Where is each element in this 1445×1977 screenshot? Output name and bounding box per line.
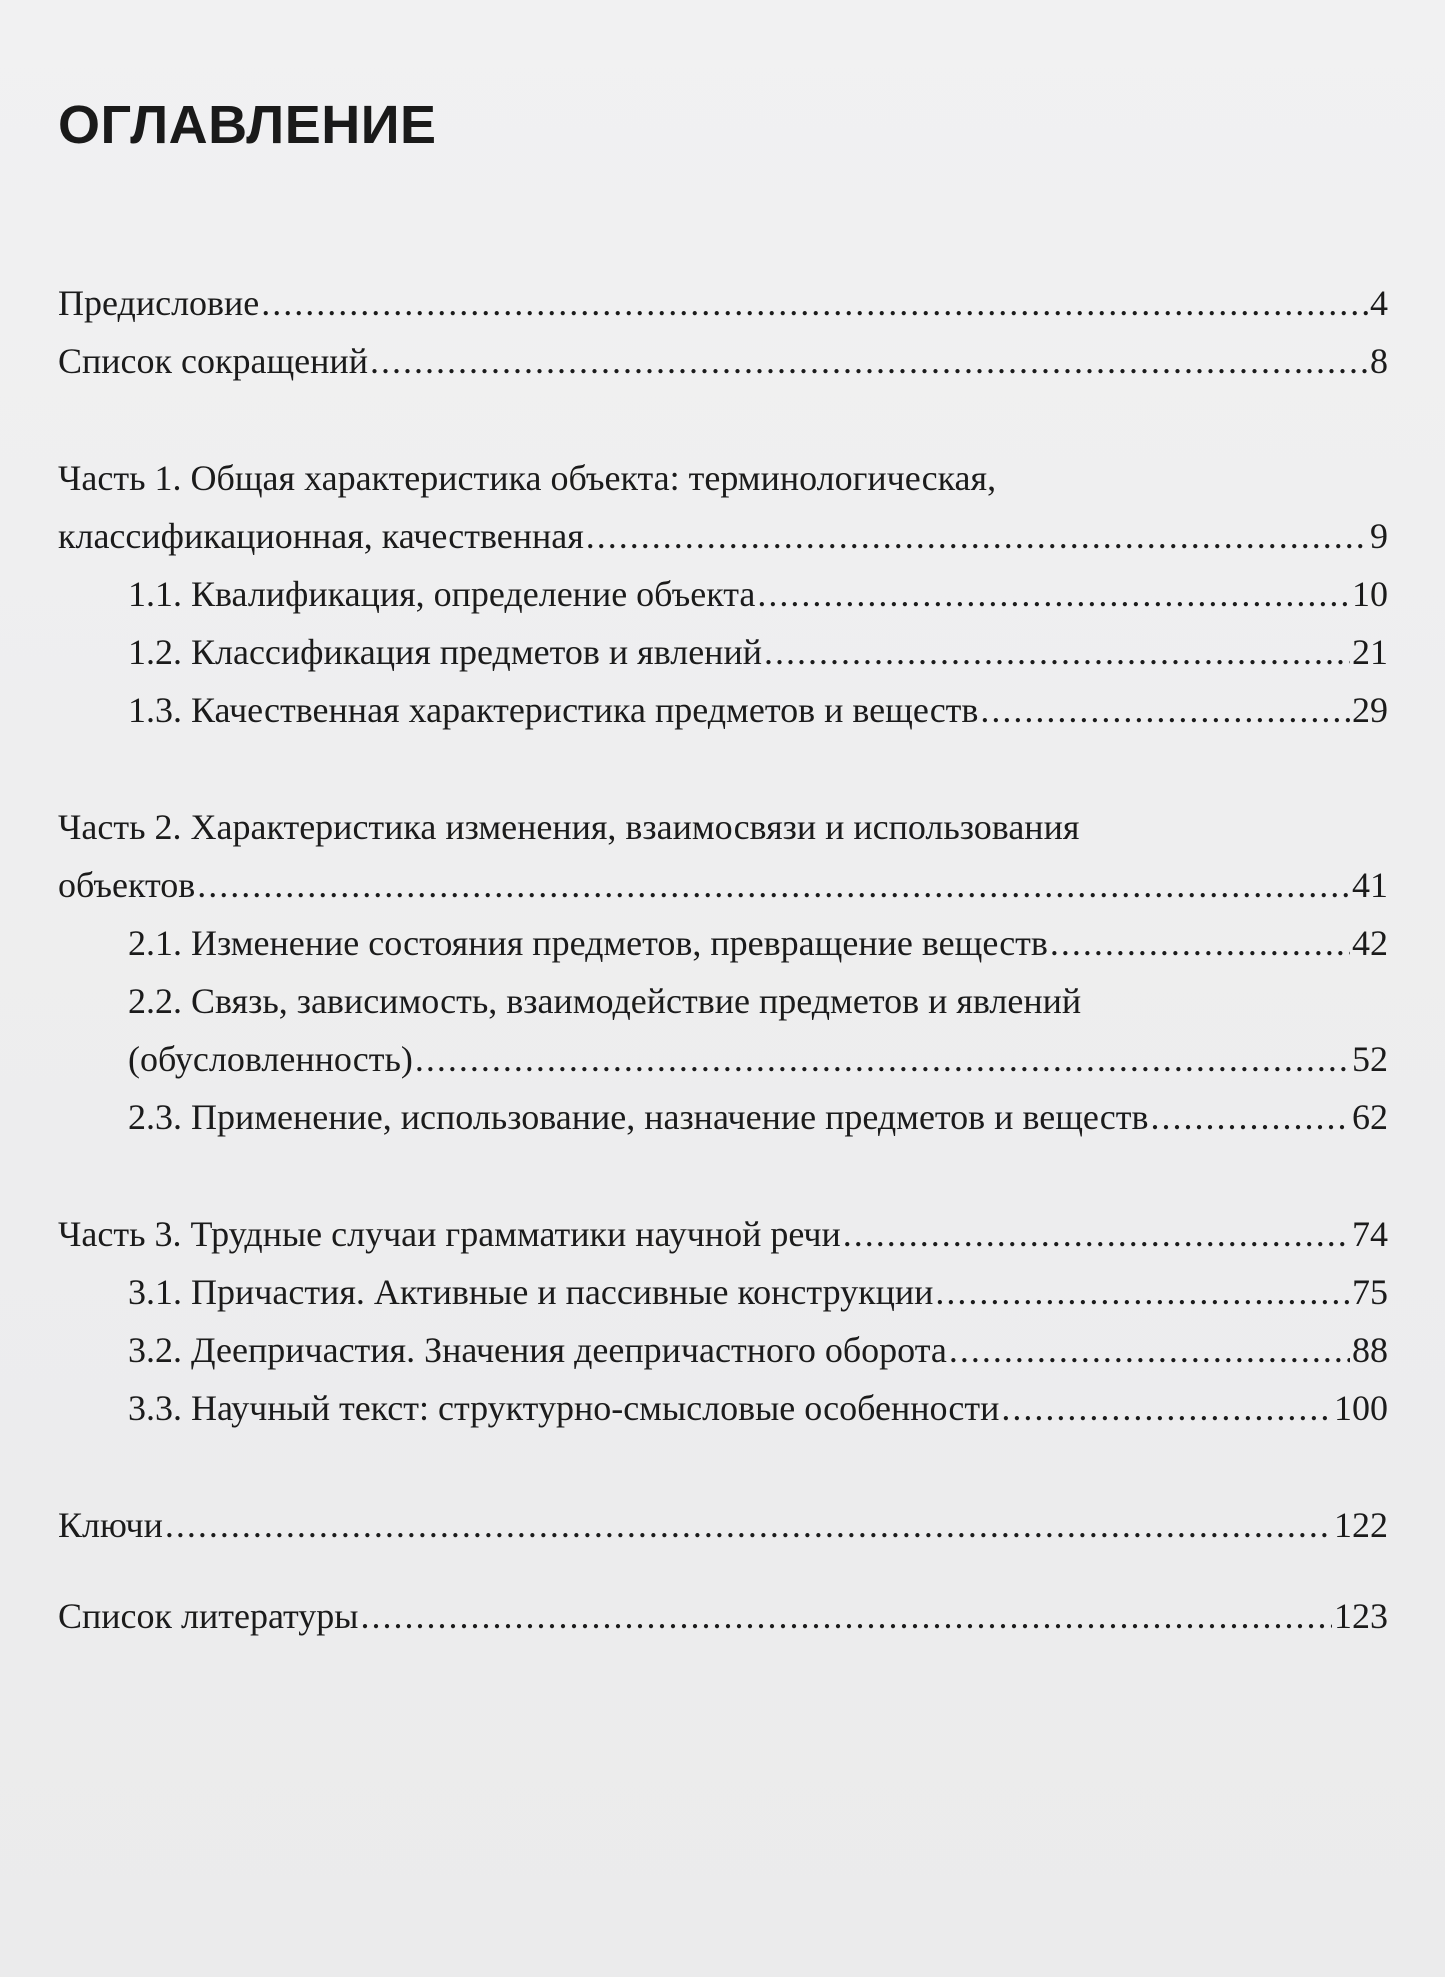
toc-entry-page: 62 bbox=[1352, 1097, 1388, 1137]
toc-entry-title: 3.2. Деепричастия. Значения деепричастного оборота bbox=[128, 1330, 947, 1370]
dot-leader bbox=[197, 860, 1350, 910]
toc-entry-title: Список литературы bbox=[58, 1596, 359, 1636]
toc-entry-1-1[interactable] bbox=[128, 569, 1388, 619]
dot-leader bbox=[415, 1034, 1350, 1084]
toc-entry-page: 52 bbox=[1352, 1039, 1388, 1079]
toc-entry-title: объектов bbox=[58, 865, 196, 905]
toc-entry-title: 1.1. Квалификация, определение объекта bbox=[128, 574, 756, 614]
toc-entry-page: 8 bbox=[1370, 341, 1388, 381]
toc-entry-title: Список сокращений bbox=[58, 341, 368, 381]
toc-entry-part1-line2[interactable] bbox=[58, 511, 1388, 561]
dot-leader bbox=[165, 1500, 1332, 1550]
toc-entry-title: Часть 1. Общая характеристика объекта: терминологическая, bbox=[58, 458, 997, 498]
toc-entry-part3[interactable] bbox=[58, 1209, 1388, 1259]
toc-entry-1-3[interactable] bbox=[128, 685, 1388, 735]
dot-leader bbox=[360, 1591, 1332, 1641]
toc-entry-page: 88 bbox=[1352, 1330, 1388, 1370]
toc-entry-title: 1.3. Качественная характеристика предметов и веществ bbox=[128, 690, 979, 730]
toc-entry-2-2-line2[interactable] bbox=[128, 1034, 1388, 1084]
toc-entry-page: 122 bbox=[1334, 1505, 1388, 1545]
toc-entry-title: 2.1. Изменение состояния предметов, превращение веществ bbox=[128, 923, 1048, 963]
dot-leader bbox=[980, 685, 1350, 735]
toc-entry-page: 10 bbox=[1352, 574, 1388, 614]
dot-leader bbox=[757, 569, 1350, 619]
toc-entry-page: 42 bbox=[1352, 923, 1388, 963]
toc-entry-preface[interactable] bbox=[58, 278, 1388, 328]
dot-leader bbox=[1050, 918, 1350, 968]
toc-entry-3-1[interactable] bbox=[128, 1267, 1388, 1317]
dot-leader bbox=[764, 627, 1350, 677]
toc-entry-title: 1.2. Классификация предметов и явлений bbox=[128, 632, 762, 672]
toc-entry-title: 2.2. Связь, зависимость, взаимодействие предметов и явлений bbox=[128, 981, 1082, 1021]
toc-entry-abbreviations[interactable] bbox=[58, 336, 1388, 386]
toc-entry-page: 21 bbox=[1352, 632, 1388, 672]
toc-entry-page: 74 bbox=[1352, 1214, 1388, 1254]
dot-leader bbox=[261, 278, 1368, 328]
toc-entry-page: 100 bbox=[1334, 1388, 1388, 1428]
toc-entry-2-2-line1[interactable] bbox=[128, 976, 1388, 1026]
dot-leader bbox=[843, 1209, 1350, 1259]
dot-leader bbox=[935, 1267, 1350, 1317]
toc-entry-title: Предисловие bbox=[58, 283, 260, 323]
toc-entry-title: 2.3. Применение, использование, назначение предметов и веществ bbox=[128, 1097, 1149, 1137]
toc-entry-keys[interactable] bbox=[58, 1500, 1388, 1550]
toc-entry-part2-line2[interactable] bbox=[58, 860, 1388, 910]
page-title: ОГЛАВЛЕНИЕ bbox=[58, 95, 437, 155]
toc-entry-title: 3.1. Причастия. Активные и пассивные конструкции bbox=[128, 1272, 934, 1312]
dot-leader bbox=[586, 511, 1368, 561]
toc-entry-title: Часть 3. Трудные случаи грамматики научной речи bbox=[58, 1214, 841, 1254]
toc-entry-page: 75 bbox=[1352, 1272, 1388, 1312]
toc-entry-title: 3.3. Научный текст: структурно-смысловые особенности bbox=[128, 1388, 1000, 1428]
toc-entry-title: Ключи bbox=[58, 1505, 163, 1545]
toc-entry-page: 123 bbox=[1334, 1596, 1388, 1636]
toc-entry-page: 29 bbox=[1352, 690, 1388, 730]
toc-entry-bibliography[interactable] bbox=[58, 1591, 1388, 1641]
toc-entry-title: классификационная, качественная bbox=[58, 516, 584, 556]
dot-leader bbox=[370, 336, 1368, 386]
toc-entry-part2-line1[interactable] bbox=[58, 802, 1388, 852]
toc-entry-1-2[interactable] bbox=[128, 627, 1388, 677]
dot-leader bbox=[1001, 1383, 1332, 1433]
dot-leader bbox=[949, 1325, 1350, 1375]
toc-entry-3-3[interactable] bbox=[128, 1383, 1388, 1433]
toc-entry-page: 9 bbox=[1370, 516, 1388, 556]
toc-entry-part1-line1[interactable] bbox=[58, 453, 1388, 503]
toc-entry-2-3[interactable] bbox=[128, 1092, 1388, 1142]
dot-leader bbox=[1151, 1092, 1350, 1142]
toc-entry-page: 41 bbox=[1352, 865, 1388, 905]
toc-entry-3-2[interactable] bbox=[128, 1325, 1388, 1375]
toc-entry-2-1[interactable] bbox=[128, 918, 1388, 968]
toc-entry-title: Часть 2. Характеристика изменения, взаимосвязи и использования bbox=[58, 807, 1080, 847]
toc-entry-page: 4 bbox=[1370, 283, 1388, 323]
toc-entry-title: (обусловленность) bbox=[128, 1039, 413, 1079]
